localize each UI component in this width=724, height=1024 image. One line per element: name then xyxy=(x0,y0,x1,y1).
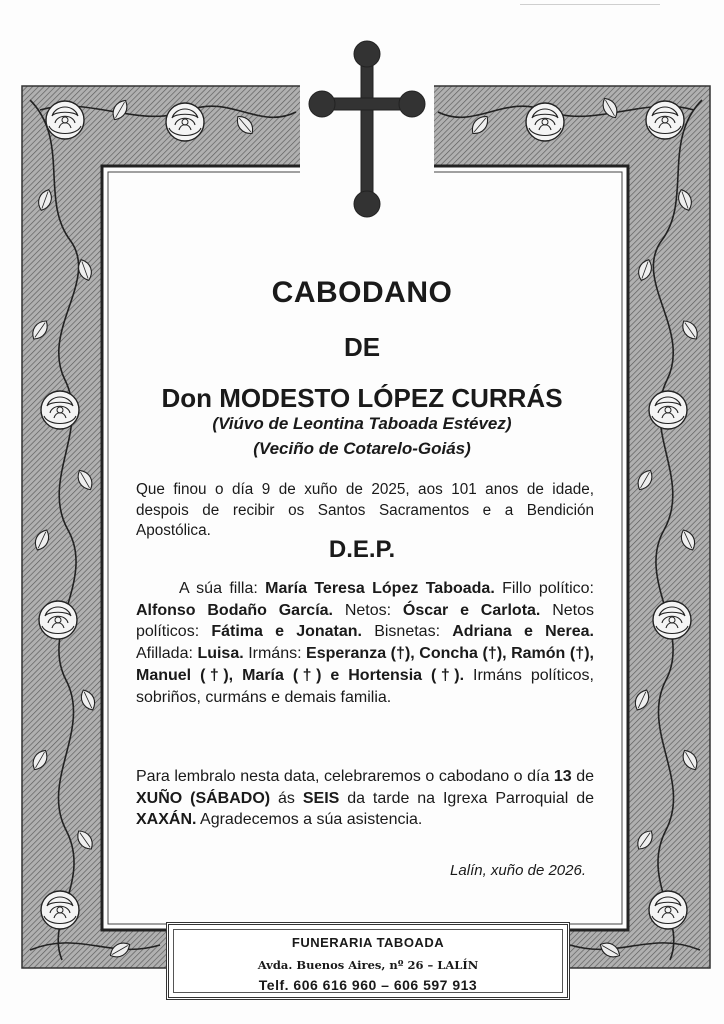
family-run: Esperanza (†), Concha (†), Ramón (†), Manuel (†), María (†) e Hortensia (†). xyxy=(136,645,594,684)
dateline: Lalín, xuño de 2026. xyxy=(450,862,586,879)
family-run: Alfonso Bodaño García. xyxy=(136,601,333,619)
notice-title: CABODANO xyxy=(271,276,453,309)
ceremony-run: XAXÁN. xyxy=(136,811,197,829)
death-announcement: Que finou o día 9 de xuño de 2025, aos 101 anos de idade, despois de recibir os Santos Sacramentos e a Bendición Apostólica. xyxy=(136,481,594,539)
ceremony-run: SEIS xyxy=(302,789,340,807)
family-run: Bisnetas: xyxy=(362,623,453,641)
ceremony-run: da tarde na Igrexa Parroquial de xyxy=(339,789,594,807)
family-run: Afillada: xyxy=(136,645,198,663)
family-run: Fillo político: xyxy=(494,580,594,597)
family-run: María Teresa López Taboada. xyxy=(265,580,495,597)
family-run: Fátima e Jonatan. xyxy=(211,623,362,641)
family-run: Óscar e Carlota. xyxy=(402,601,541,619)
notice-de: DE xyxy=(343,332,381,362)
funeral-home-box xyxy=(166,922,570,1000)
deceased-name: Don MODESTO LÓPEZ CURRÁS xyxy=(161,383,563,413)
ceremony-run: ás xyxy=(270,789,303,807)
funeral-home-phones: Telf. 606 616 960 – 606 597 913 xyxy=(258,977,478,993)
family-run: Adriana e Nerea. xyxy=(452,623,595,641)
family-run: Irmáns políticos, sobriños, curmáns e demais familia. xyxy=(136,666,594,706)
ceremony-run: 13 xyxy=(553,768,572,785)
ceremony-run: XUÑO (SÁBADO) xyxy=(136,789,271,807)
family-paragraph xyxy=(136,578,594,708)
notice-content xyxy=(120,180,604,920)
funeral-home-name: FUNERARIA TABOADA xyxy=(291,935,445,950)
ceremony-paragraph xyxy=(136,766,594,831)
ceremony-run: Para lembralo nesta data, celebraremos o cabodano o día xyxy=(136,768,554,785)
family-run: Netos políticos: xyxy=(136,601,594,641)
family-run: Luisa. xyxy=(197,645,244,663)
ceremony-run: Agradecemos a súa asistencia. xyxy=(196,811,423,829)
ceremony-run: de xyxy=(571,768,594,785)
widower-line: (Viúvo de Leontina Taboada Estévez) xyxy=(212,414,512,433)
family-run: Netos: xyxy=(333,601,403,619)
family-run: Irmáns: xyxy=(243,645,307,663)
neighbor-line: (Veciño de Cotarelo-Goiás) xyxy=(253,439,471,458)
dep-heading: D.E.P. xyxy=(328,536,396,563)
funeral-home-address: Avda. Buenos Aires, nº 26 – LALÍN xyxy=(257,958,479,972)
family-run: A súa filla: xyxy=(179,580,266,597)
